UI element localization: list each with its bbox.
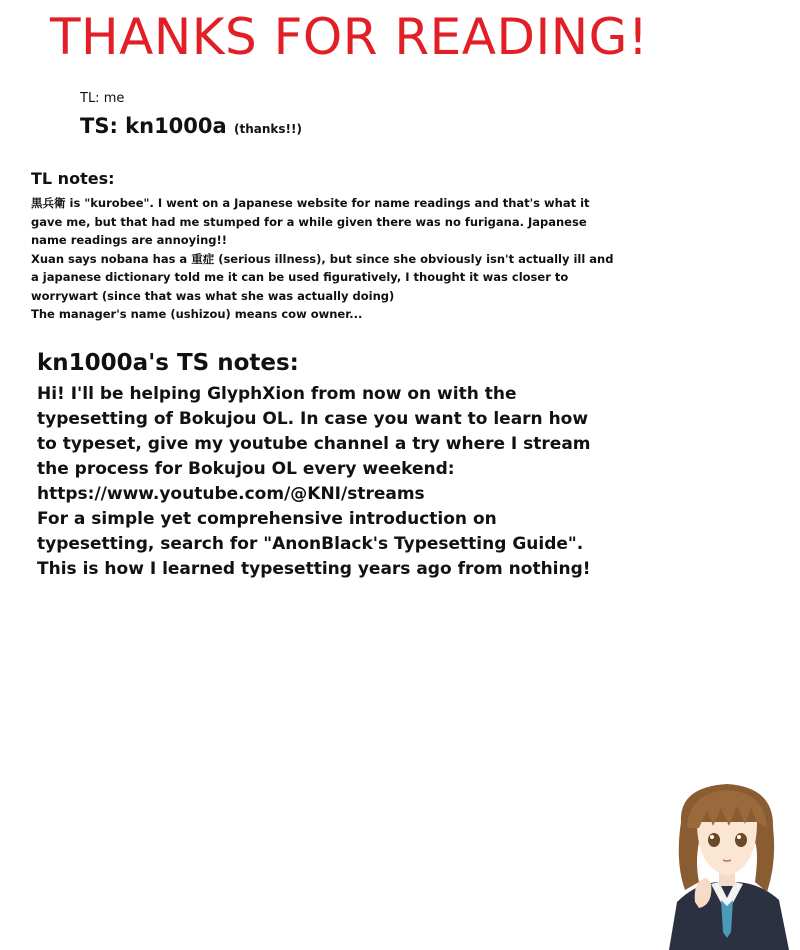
anime-girl-illustration	[659, 782, 794, 950]
tl-note-paragraph: The manager's name (ushizou) means cow owner...	[31, 307, 363, 321]
ts-notes-section	[37, 350, 592, 582]
tl-notes-heading: TL notes:	[31, 169, 115, 188]
ts-note-paragraph: For a simple yet comprehensive introduction on typesetting, search for "AnonBlack's Typesetting Guide". This is how I learned typesetting years ago from nothing!	[37, 509, 591, 579]
tl-notes-section	[31, 169, 621, 324]
tl-credit: TL: me	[80, 91, 125, 106]
ts-notes-heading: kn1000a's TS notes:	[37, 350, 299, 376]
ts-credit-thanks: (thanks!!)	[234, 122, 302, 136]
tl-note-paragraph: 黒兵衛 is "kurobee". I went on a Japanese website for name readings and that's what it gave me, but that had me stumped for a while given there was no furigana. Japanese name readings are annoying!!	[31, 196, 590, 247]
ts-credit	[80, 114, 302, 138]
page-title: THANKS FOR READING!	[50, 8, 649, 66]
ts-note-paragraph: Hi! I'll be helping GlyphXion from now on with the typesetting of Bokujou OL. In case you want to learn how to typeset, give my youtube channel a try where I stream the process for Bokujou OL every weekend: https://www.youtube.com/@KNI/streams	[37, 384, 591, 504]
right-eye	[735, 833, 747, 847]
ts-credit-name: TS: kn1000a	[80, 114, 227, 138]
left-eye	[708, 833, 720, 847]
tl-note-paragraph: Xuan says nobana has a 重症 (serious illness), but since she obviously isn't actually ill and a japanese dictionary told me it can be used figuratively, I thought it was closer to worrywart (since that was what she was actually doing)	[31, 251, 614, 303]
face	[697, 822, 757, 876]
